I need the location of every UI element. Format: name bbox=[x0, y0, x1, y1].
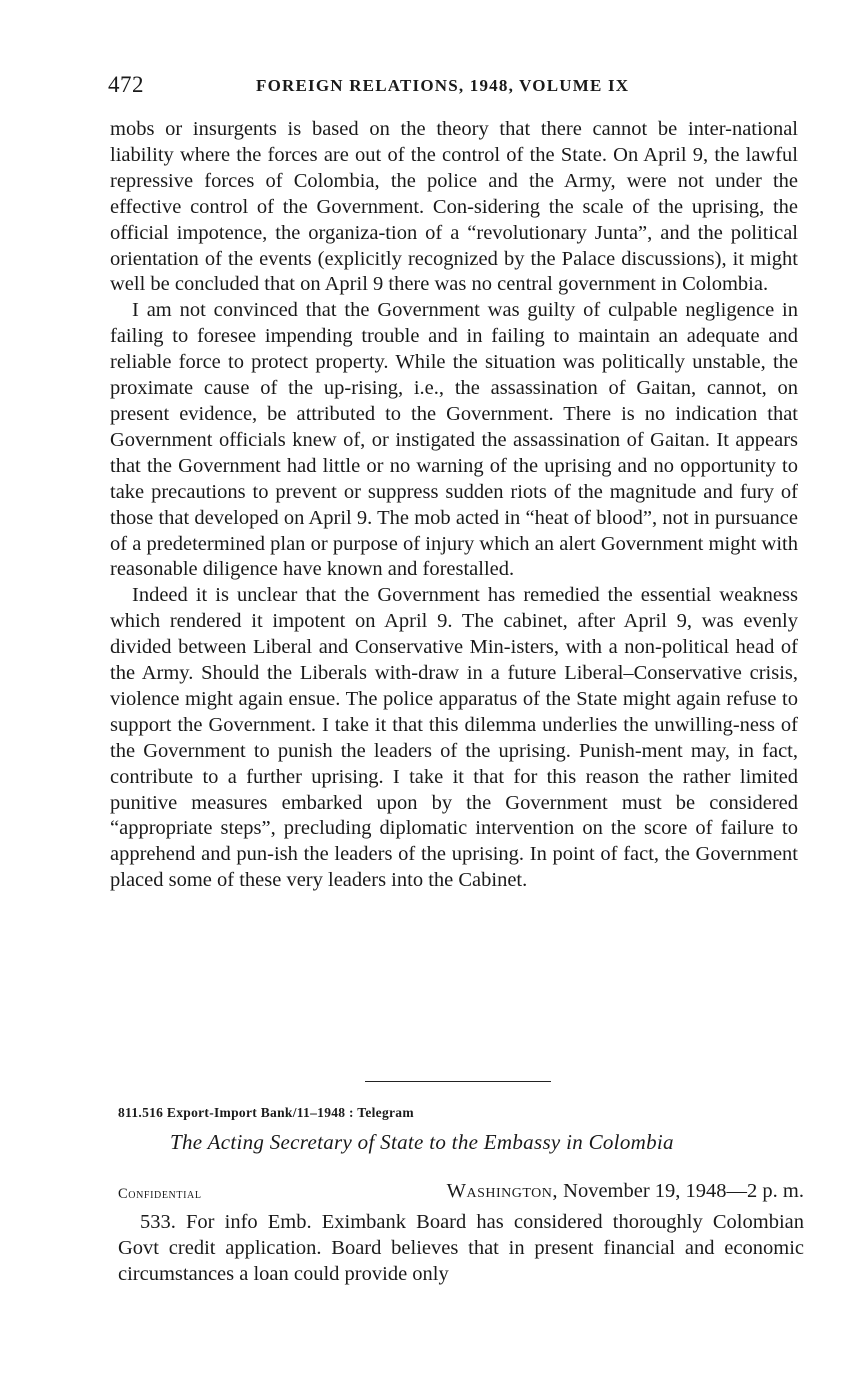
classification-label: Confidential bbox=[118, 1186, 202, 1202]
running-head: FOREIGN RELATIONS, 1948, VOLUME IX bbox=[256, 76, 630, 95]
file-reference: 811.516 Export-Import Bank/11–1948 : Telegram bbox=[118, 1105, 414, 1120]
telegram-paragraph: 533. For info Emb. Eximbank Board has considered thoroughly Colombian Govt credit application. Board believes that in present financial and economic circumstances a loan could provide only bbox=[118, 1211, 804, 1285]
place-date bbox=[447, 1180, 804, 1203]
document-title: The Acting Secretary of State to the Embassy in Colombia bbox=[170, 1130, 674, 1154]
dateline bbox=[118, 1180, 804, 1208]
place-name: Washington, bbox=[446, 1180, 559, 1202]
paragraph-2: I am not convinced that the Government was guilty of culpable negligence in failing to foresee impending trouble and in failing to maintain an adequate and reliable force to protect property. While the situation was politically unstable, the proximate cause of the up-rising, i.e., the assassination of Gaitan, cannot, on present evidence, be attributed to the Government. There is no indication that Government officials knew of, or instigated the assassination of Gaitan. It appears that the Government had little or no warning of the uprising and no opportunity to take precautions to prevent or suppress sudden riots of the magnitude and fury of those that developed on April 9. The mob acted in “heat of blood”, not in pursuance of a predetermined plan or purpose of injury which an alert Government might with reasonable diligence have known and forestalled. bbox=[110, 299, 798, 581]
paragraph-3: Indeed it is unclear that the Government has remedied the essential weakness which rendered it impotent on April 9. The cabinet, after April 9, was evenly divided between Liberal and Conservative Min-isters, with a non-political head of the Army. Should the Liberals with-draw in a future Liberal–Conservative crisis, violence might again ensue. The police apparatus of the State might again refuse to support the Government. I take it that this dilemma underlies the unwilling-ness of the Government to punish the leaders of the uprising. Punish-ment may, in fact, contribute to a further uprising. I take it that for this reason the rather limited punitive measures embarked upon by the Government must be considered “appropriate steps”, precluding diplomatic intervention on the score of failure to apprehend and pun-ish the leaders of the uprising. In point of fact, the Government placed some of these very leaders into the Cabinet. bbox=[110, 584, 798, 892]
telegram-date: November 19, 1948—2 p. m. bbox=[563, 1180, 804, 1202]
telegram-body bbox=[118, 1209, 804, 1287]
page-number: 472 bbox=[108, 72, 144, 97]
section-divider bbox=[365, 1081, 551, 1082]
page-header bbox=[108, 72, 798, 102]
report-body bbox=[110, 117, 798, 894]
paragraph-1: mobs or insurgents is based on the theory that there cannot be inter-national liability where the forces are out of the control of the State. On April 9, the lawful repressive forces of Colombia, the police and the Army, were not under the effective control of the Government. Con-sidering the scale of the uprising, the official impotence, the organiza-tion of a “revolutionary Junta”, and the political orientation of the events (explicitly recognized by the Palace discussions), it might well be concluded that on April 9 there was no central government in Colombia. bbox=[110, 118, 798, 296]
